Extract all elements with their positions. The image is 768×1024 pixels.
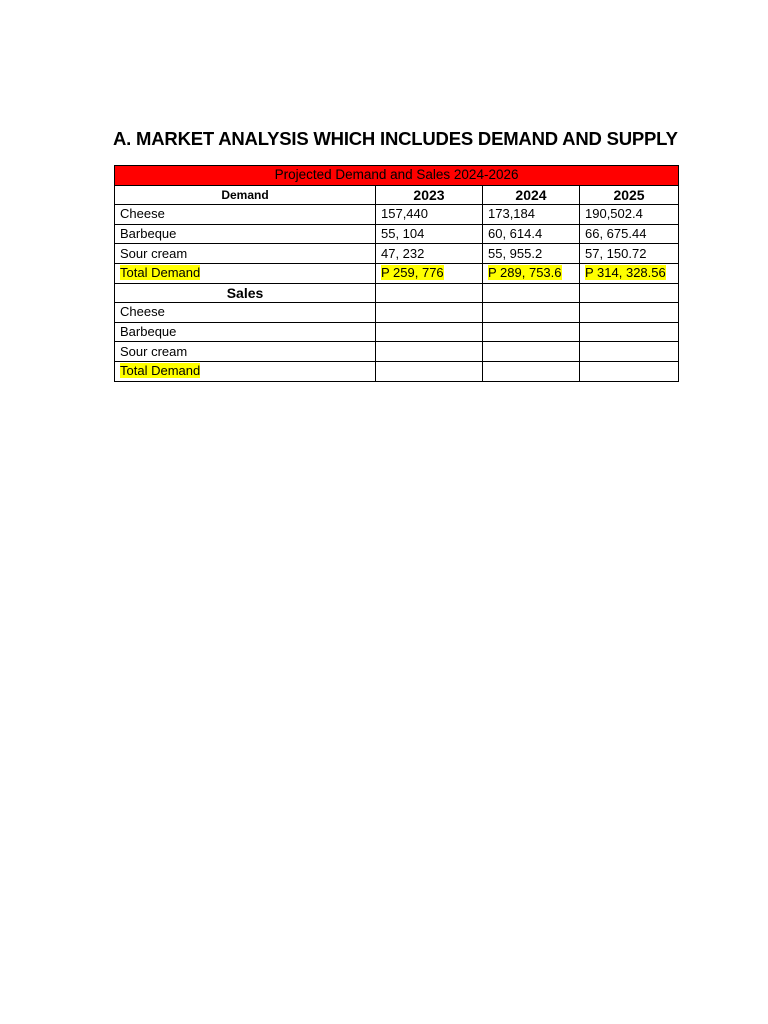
- table-cell: [376, 322, 483, 342]
- table-row: [115, 322, 679, 342]
- table-row: [115, 224, 679, 244]
- table-cell: [483, 361, 580, 381]
- table-row: [115, 244, 679, 264]
- highlighted-text: P 314, 328.56: [585, 265, 666, 281]
- table-row: [115, 342, 679, 362]
- total-demand-row: [115, 263, 679, 283]
- table-cell: 157,440: [376, 205, 483, 225]
- row-label: [115, 361, 376, 381]
- demand-header: Demand: [115, 185, 376, 205]
- highlighted-text: P 259, 776: [381, 265, 444, 281]
- table-cell: 57, 150.72: [580, 244, 679, 264]
- table-cell: [376, 303, 483, 323]
- table-cell: [376, 283, 483, 303]
- row-label: Cheese: [115, 303, 376, 323]
- table-cell: 173,184: [483, 205, 580, 225]
- row-label: Barbeque: [115, 224, 376, 244]
- table-cell: 55, 104: [376, 224, 483, 244]
- table-cell: [580, 303, 679, 323]
- table-cell: 47, 232: [376, 244, 483, 264]
- year-header: 2023: [376, 185, 483, 205]
- table-cell: [483, 263, 580, 283]
- total-sales-row: [115, 361, 679, 381]
- table-cell: [376, 263, 483, 283]
- highlighted-text: P 289, 753.6: [488, 265, 562, 281]
- table-cell: [376, 361, 483, 381]
- table-cell: [580, 342, 679, 362]
- table-cell: [376, 342, 483, 362]
- demand-header-row: [115, 185, 679, 205]
- section-heading: A. MARKET ANALYSIS WHICH INCLUDES DEMAND AND SUPPLY: [113, 128, 678, 149]
- highlighted-text: Total Demand: [120, 363, 201, 379]
- projection-table: [114, 165, 679, 382]
- row-label: Barbeque: [115, 322, 376, 342]
- table-title: Projected Demand and Sales 2024-2026: [115, 166, 679, 186]
- row-label: Cheese: [115, 205, 376, 225]
- year-header: 2025: [580, 185, 679, 205]
- row-label: Sour cream: [115, 244, 376, 264]
- table-title-row: [115, 166, 679, 186]
- table-cell: [580, 283, 679, 303]
- row-label: [115, 263, 376, 283]
- row-label: Sour cream: [115, 342, 376, 362]
- table-cell: 190,502.4: [580, 205, 679, 225]
- table-cell: [483, 303, 580, 323]
- sales-header: Sales: [115, 283, 376, 303]
- table-cell: [580, 361, 679, 381]
- table-cell: 60, 614.4: [483, 224, 580, 244]
- sales-header-row: [115, 283, 679, 303]
- table-cell: [580, 263, 679, 283]
- table-row: [115, 303, 679, 323]
- table-cell: [483, 342, 580, 362]
- table-row: [115, 205, 679, 225]
- year-header: 2024: [483, 185, 580, 205]
- table-cell: 66, 675.44: [580, 224, 679, 244]
- table-cell: [483, 322, 580, 342]
- table-cell: [483, 283, 580, 303]
- table-cell: 55, 955.2: [483, 244, 580, 264]
- highlighted-text: Total Demand: [120, 265, 201, 281]
- table-cell: [580, 322, 679, 342]
